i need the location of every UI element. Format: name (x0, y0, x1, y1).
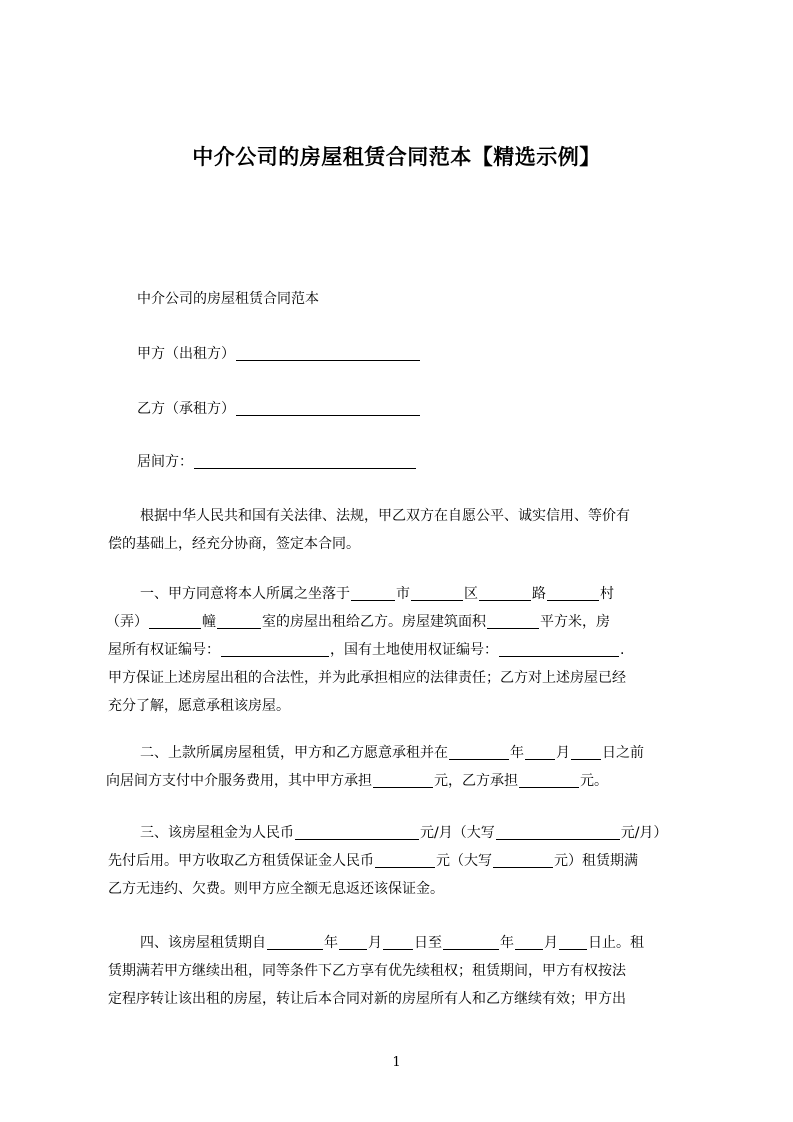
broker-row (137, 452, 417, 472)
clause-2-text-month: 月 (556, 745, 570, 761)
clause-1-text-ownership: 屋所有权证编号： (108, 642, 220, 658)
party-a-blank[interactable] (236, 344, 420, 361)
document-title: 中介公司的房屋租赁合同范本【精选示例】 (192, 145, 601, 169)
room-blank[interactable] (217, 612, 261, 629)
party-a-fee-blank[interactable] (373, 771, 433, 788)
clause-4-line-3: 定程序转让该出租的房屋，转让后本合同对新的房屋所有人和乙方继续有效；甲方出 (108, 991, 626, 1007)
fee-month-blank[interactable] (525, 743, 555, 760)
city-blank[interactable] (351, 584, 395, 601)
party-b-fee-blank[interactable] (519, 771, 579, 788)
clause-3-text-c: 元/月） (620, 825, 668, 841)
end-day-blank[interactable] (559, 933, 587, 950)
clause-2-text-c: 元，乙方承担 (434, 773, 518, 789)
clause-1-text-lane: （弄） (106, 614, 148, 630)
clause-3-line-1 (106, 819, 704, 847)
clause-1-text-city: 市 (396, 586, 410, 602)
clause-1-line-2 (106, 608, 704, 636)
clause-1-line-1 (106, 580, 704, 608)
district-blank[interactable] (411, 584, 463, 601)
document-subtitle: 中介公司的房屋租赁合同范本 (137, 291, 319, 307)
intro-line-1: 根据中华人民共和国有关法律、法规，甲乙双方在自愿公平、诚实信用、等价有 (140, 508, 630, 524)
clause-4 (106, 929, 704, 1013)
clause-3-line-2 (106, 847, 704, 875)
start-year-blank[interactable] (267, 933, 323, 950)
clause-1-text-road: 路 (532, 586, 546, 602)
clause-2-text-a: 二、上款所属房屋租赁，甲方和乙方愿意承租并在 (140, 745, 448, 761)
party-a-label: 甲方（出租方） (137, 346, 235, 362)
clause-1-text-land: ，国有土地使用权证编号： (330, 642, 498, 658)
clause-4-text-month1: 月 (368, 935, 382, 951)
clause-1-line-5: 充分了解，愿意承租该房屋。 (108, 698, 290, 714)
clause-1-text-district: 区 (464, 586, 478, 602)
clause-2-text-b: 向居间方支付中介服务费用，其中甲方承担 (106, 773, 372, 789)
deposit-amount-blank[interactable] (375, 851, 435, 868)
village-blank[interactable] (547, 584, 599, 601)
broker-label: 居间方： (137, 454, 193, 470)
start-month-blank[interactable] (339, 933, 367, 950)
start-day-blank[interactable] (383, 933, 413, 950)
rent-words-blank[interactable] (496, 823, 620, 840)
clause-2-text-day: 日之前 (602, 745, 644, 761)
building-blank[interactable] (149, 612, 201, 629)
clause-3-text-d: 先付后用。甲方收取乙方租赁保证金人民币 (108, 853, 374, 869)
end-year-blank[interactable] (443, 933, 499, 950)
clause-2 (106, 739, 704, 795)
clause-1-text-village: 村 (600, 586, 614, 602)
clause-2-text-year: 年 (510, 745, 524, 761)
fee-year-blank[interactable] (449, 743, 509, 760)
clause-4-line-1 (106, 929, 704, 957)
broker-blank[interactable] (194, 452, 416, 469)
clause-1-line-4: 甲方保证上述房屋出租的合法性，并为此承担相应的法律责任；乙方对上述房屋已经 (108, 670, 626, 686)
clause-3-text-b: 元/月（大写 (420, 825, 495, 841)
clause-4-text-year2: 年 (500, 935, 514, 951)
clause-4-text-a: 四、该房屋租赁期自 (140, 935, 266, 951)
clause-4-text-year1: 年 (324, 935, 338, 951)
clause-1-text-a: 一、甲方同意将本人所属之坐落于 (140, 586, 350, 602)
ownership-cert-blank[interactable] (221, 640, 329, 657)
clause-2-line-1 (106, 739, 704, 767)
clause-3-text-f: 元）租赁期满 (554, 853, 638, 869)
fee-day-blank[interactable] (571, 743, 601, 760)
page-number: 1 (392, 1055, 401, 1070)
clause-4-text-month2: 月 (544, 935, 558, 951)
clause-4-text-day2: 日止。租 (588, 935, 644, 951)
intro-line-2: 偿的基础上，经充分协商，签定本合同。 (108, 536, 360, 552)
deposit-words-blank[interactable] (493, 851, 553, 868)
party-a-row (137, 344, 421, 364)
clause-3-text-e: 元（大写 (436, 853, 492, 869)
end-month-blank[interactable] (515, 933, 543, 950)
party-b-row (137, 399, 421, 419)
clause-3 (106, 819, 704, 903)
road-blank[interactable] (479, 584, 531, 601)
clause-1 (106, 580, 704, 720)
clause-2-line-2 (106, 767, 704, 795)
land-cert-blank[interactable] (499, 640, 619, 657)
clause-3-line-3: 乙方无违约、欠费。则甲方应全额无息返还该保证金。 (108, 881, 444, 897)
clause-1-line-3 (106, 636, 704, 664)
intro-paragraph (106, 502, 704, 558)
clause-1-text-building: 幢 (202, 614, 216, 630)
clause-4-text-day1: 日至 (414, 935, 442, 951)
rent-amount-blank[interactable] (295, 823, 419, 840)
clause-3-text-a: 三、该房屋租金为人民币 (140, 825, 294, 841)
clause-1-text-area: 平方米，房 (540, 614, 610, 630)
party-b-label: 乙方（承租方） (137, 401, 235, 417)
clause-1-text-room: 室的房屋出租给乙方。房屋建筑面积 (262, 614, 486, 630)
clause-4-line-2: 赁期满若甲方继续出租，同等条件下乙方享有优先续租权；租赁期间，甲方有权按法 (108, 963, 626, 979)
area-blank[interactable] (487, 612, 539, 629)
party-b-blank[interactable] (236, 399, 420, 416)
clause-2-text-d: 元。 (580, 773, 608, 789)
clause-1-text-dot: . (620, 642, 625, 658)
